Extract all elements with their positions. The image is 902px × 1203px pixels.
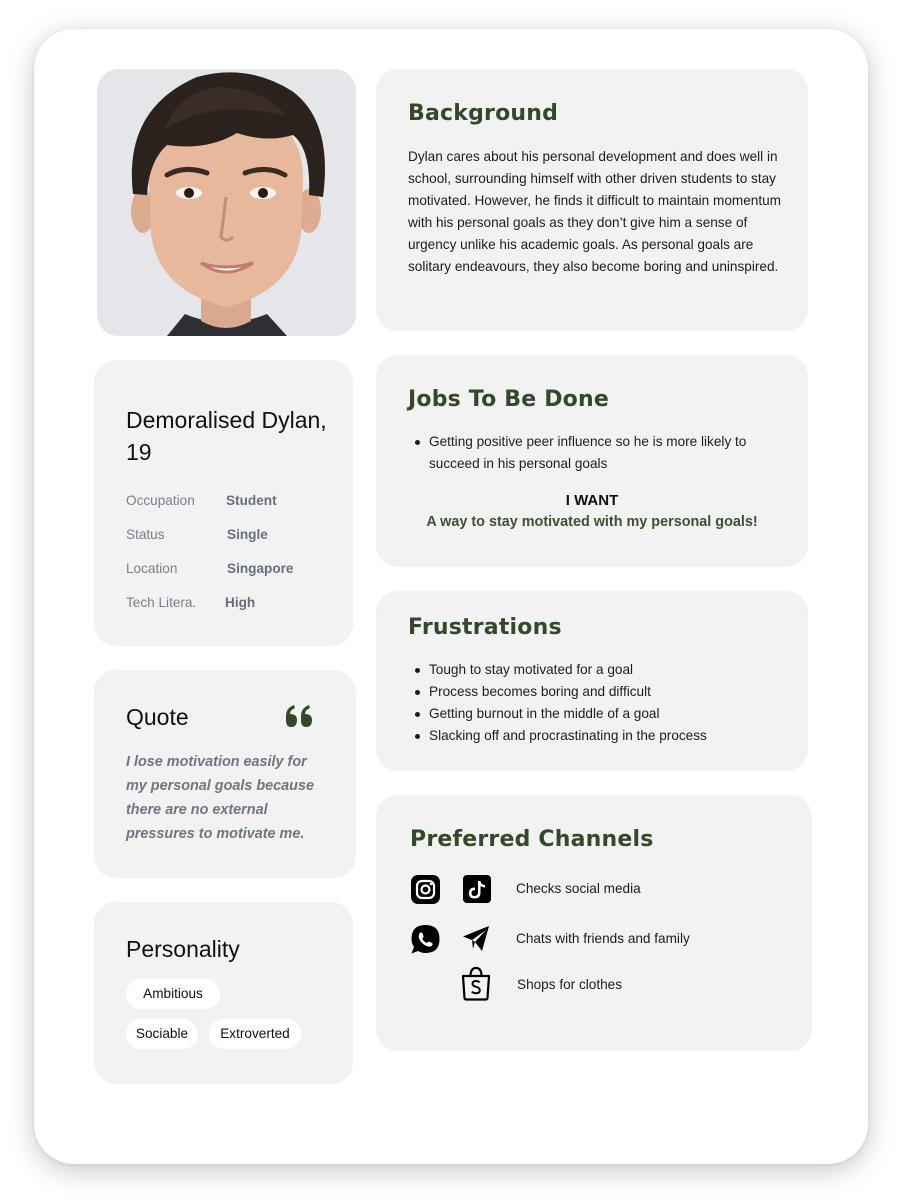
attr-label: Status (126, 527, 165, 542)
attr-label: Tech Litera. (126, 595, 197, 610)
channel-description: Checks social media (516, 881, 641, 896)
frustrations-heading: Frustrations (408, 615, 562, 640)
trait-chip: Extroverted (209, 1019, 301, 1049)
avatar-photo (97, 69, 356, 336)
frustrations-card (376, 591, 808, 771)
attr-value: High (225, 595, 256, 610)
jobs-card (376, 355, 808, 567)
jobs-list (415, 431, 775, 475)
list-item: Process becomes boring and difficult (415, 681, 785, 703)
attr-label: Location (126, 561, 178, 576)
profile-card (94, 360, 353, 646)
quote-card (94, 670, 356, 878)
background-card (376, 69, 808, 331)
personality-heading: Personality (126, 936, 240, 962)
trait-chip: Sociable (126, 1019, 198, 1049)
channel-description: Chats with friends and family (516, 931, 690, 946)
channels-heading: Preferred Channels (410, 827, 654, 852)
channel-description: Shops for clothes (517, 977, 623, 992)
attr-value: Singapore (227, 561, 294, 576)
list-item: Getting positive peer influence so he is more likely to succeed in his personal goals (415, 431, 775, 475)
attr-value: Single (227, 527, 268, 542)
attr-label: Occupation (126, 493, 195, 508)
whatsapp-icon (410, 924, 441, 955)
background-text: Dylan cares about his personal development and does well in school, surrounding himself with other driven students to stay motivated. However, he finds it difficult to maintain momentum with his personal goals as they don’t give him a sense of urgency unlike his academic goals. As personal goals are solitary endeavours, they also become boring and uninspired. (408, 149, 781, 274)
tiktok-icon (463, 875, 491, 903)
trait-chip: Ambitious (126, 979, 220, 1009)
persona-name: Demoralised Dylan, 19 (126, 407, 327, 465)
quote-text: I lose motivation easily for my personal goals because there are no external pressures to motivate me. (126, 754, 314, 842)
list-item: Slacking off and procrastinating in the process (415, 725, 785, 747)
attr-value: Student (226, 493, 277, 508)
portrait-illustration (97, 69, 356, 336)
shopee-icon (460, 966, 492, 1001)
background-heading: Background (408, 101, 559, 126)
personality-card (94, 902, 353, 1084)
list-item: Getting burnout in the middle of a goal (415, 703, 785, 725)
jobs-heading: Jobs To Be Done (408, 387, 609, 412)
telegram-icon (462, 925, 490, 952)
list-item: Tough to stay motivated for a goal (415, 659, 785, 681)
frustrations-list (415, 659, 785, 747)
channels-card (376, 795, 812, 1051)
instagram-icon (411, 875, 440, 904)
quote-heading: Quote (126, 704, 189, 730)
quote-mark-icon (284, 704, 316, 730)
want-statement: A way to stay motivated with my personal goals! (426, 514, 758, 530)
want-heading: I WANT (565, 492, 619, 509)
